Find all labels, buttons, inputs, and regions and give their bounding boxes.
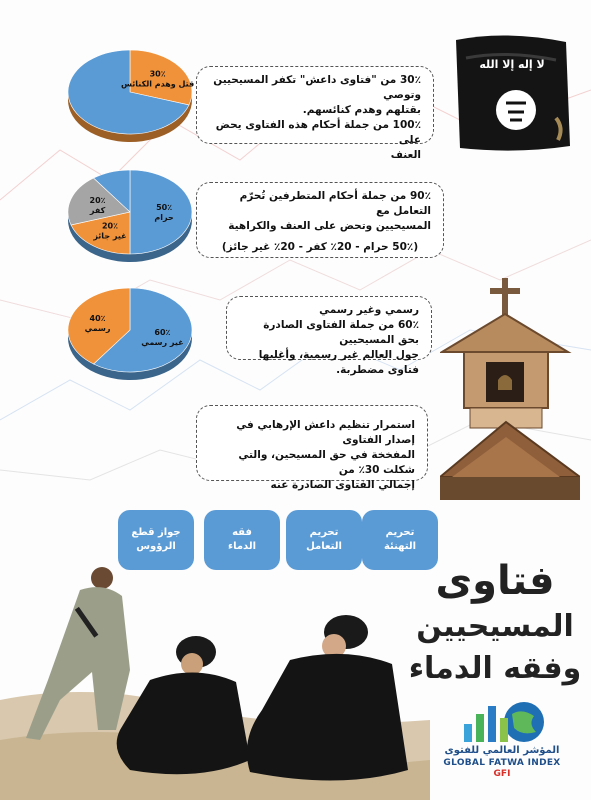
logo-english: GLOBAL FATWA INDEX <box>443 758 561 768</box>
card-line: 90٪ من جملة أحكام المتطرفين تُحرّم التعامل مع <box>239 190 431 217</box>
card-line: 100٪ من جملة أحكام هذه الفتاوى يحض على <box>215 119 421 146</box>
title-line-1: فتاوى <box>435 558 555 604</box>
card-line: حول العالم غير رسمية، وأغلبها فتاوى مضطربة. <box>258 349 419 376</box>
card-line: العنف <box>390 149 421 161</box>
pie-slice-percent: 30٪ <box>149 69 166 79</box>
tile-line: التعامل <box>306 541 342 552</box>
pie-slice-percent: 20٪ <box>101 221 118 231</box>
pie-slice-label: قتل وهدم الكنائس <box>120 79 195 89</box>
pie-slice-label: غير رسمي <box>141 338 184 348</box>
tile-line: الدماء <box>227 541 257 552</box>
pie-slice-label: حرام <box>154 213 174 222</box>
card-line: المسيحيين وتحض على العنف والكراهية <box>228 220 431 232</box>
card-line: المفخخة في حق المسيحين، والتي شكلت 30٪ من <box>238 449 415 476</box>
card-line: رسمي وغير رسمي <box>319 304 419 316</box>
tile-line: الرؤوس <box>136 541 176 552</box>
tile-line: جواز قطع <box>131 527 181 538</box>
pie-slice-percent: 20٪ <box>89 195 106 205</box>
card-line: إجمالي الفتاوى الصادرة عنه <box>270 479 415 491</box>
pie-slice-percent: 50٪ <box>156 203 173 212</box>
tile-line: فقه <box>232 527 252 538</box>
pie-chart-official <box>50 282 210 392</box>
stat-card-2 <box>196 182 444 258</box>
stat-card-3 <box>226 296 432 376</box>
pie-slice-percent: 60٪ <box>154 328 171 338</box>
church-tower-image <box>440 272 580 500</box>
pie-slice-label: كفر <box>89 205 106 215</box>
card-line: (50٪ حرام - 20٪ كفر - 20٪ غير جائز) <box>221 241 419 253</box>
title-line-3: وفقه الدماء <box>408 651 582 686</box>
gfi-logo-icon <box>452 696 552 748</box>
card-line: بقتلهم وهدم كنائسهم. <box>302 104 421 116</box>
tile-line: تحريم <box>309 527 339 538</box>
stat-card-1 <box>196 66 434 161</box>
pie-slice-label: رسمي <box>84 323 111 333</box>
logo-text <box>430 744 574 780</box>
tile-line: التهنئة <box>383 541 417 552</box>
logo-abbr: GFI <box>493 769 511 779</box>
pie-slice-percent: 40٪ <box>89 313 106 323</box>
flag-text: لا إله إلا الله <box>479 58 545 71</box>
card-line: استمرار تنظيم داعش الإرهابي في إصدار الفتاوى <box>236 419 415 446</box>
people-photo <box>0 560 430 800</box>
black-flag-image <box>446 28 576 158</box>
pie-chart-rulings <box>50 164 210 274</box>
card-line: 30٪ من "فتاوى داعش" تكفر المسيحيين وتوصي <box>213 74 421 101</box>
stat-card-4 <box>196 405 428 491</box>
tile-line: تحريم <box>385 527 415 538</box>
title-line-2: المسيحيين <box>416 609 574 644</box>
logo-arabic: المؤشر العالمي للفتوى <box>444 745 560 756</box>
pie-chart-killing <box>50 44 210 154</box>
pie-slice-label: غير جائز <box>93 231 127 241</box>
card-line: 60٪ من جملة الفتاوى الصادرة بحق المسيحيين <box>263 319 419 346</box>
